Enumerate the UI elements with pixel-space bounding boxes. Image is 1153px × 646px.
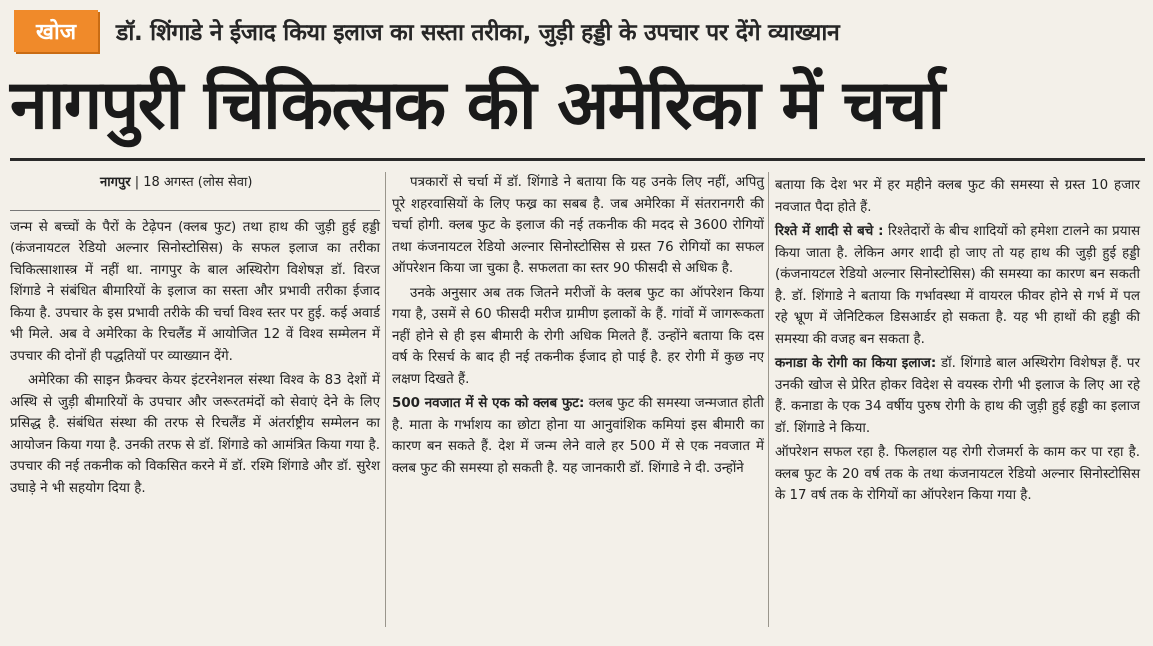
- kicker-headline: डॉ. शिंगाडे ने ईजाद किया इलाज का सस्ता तरीका, जुड़ी हड्डी के उपचार पर देंगे व्याख्यान: [116, 20, 840, 46]
- column-divider: [768, 172, 769, 627]
- subheading: कनाडा के रोगी का किया इलाज:: [775, 356, 937, 371]
- dateline: [10, 172, 380, 194]
- section-tag: खोज: [14, 10, 98, 52]
- subheading: रिश्ते में शादी से बचे :: [775, 224, 884, 239]
- paragraph: ऑपरेशन सफल रहा है. फिलहाल यह रोगी रोजमर्रा के काम कर पा रहा है. क्लब फुट के 20 वर्ष तक के तथा कंजनायटल रेडियो अल्नार सिनोस्टोसिस के 17 वर्ष तक के रोगियों का ऑपरेशन किया गया है.: [775, 445, 1140, 503]
- paragraph-text: रिश्तेदारों के बीच शादियों को हमेशा टालने का प्रयास किया जाता है. लेकिन अगर शादी हो जाए तो यह हाथ की जुड़ी हुई हड्डी (कंजनायटल रेडियो अल्नार सिनोस्टोसिस) की समस्या का कारण बन सकती है. डॉ. शिंगाडे ने बताया कि गर्भावस्था में वायरल फीवर होने से गर्भ में पल रहे भ्रूण में जेनिटिकल डिसआर्डर हो सकता है. यह भी हाथों की हड्डी की समस्या की वजह बन सकता है.: [775, 224, 1141, 347]
- paragraph: जन्म से बच्चों के पैरों के टेढ़ेपन (क्लब फुट) तथा हाथ की जुड़ी हुई हड्डी (कंजनायटल रेडियो अल्नार सिनोस्टोसिस) के सफल इलाज का तरीका चिकित्साशास्त्र में नहीं था. नागपुर के बाल अस्थिरोग विशेषज्ञ डॉ. विरज शिंगाडे ने संबंधित बीमारियों के इलाज का सस्ता और प्रभावी तरीका ईजाद किया है. उपचार के इस प्रभावी तरीके की चर्चा विश्व स्तर पर हुई. कई अवार्ड भी मिले. अब वे अमेरिका के रिचलैंड में आयोजित 12 वें विश्व सम्मेलन में उपचार की दोनों ही पद्धतियों पर व्याख्यान देंगे.: [10, 210, 380, 368]
- paragraph: अमेरिका की साइन फ्रैक्चर केयर इंटरनेशनल संस्था विश्व के 83 देशों में अस्थि से जुड़ी बीमारियों के उपचार और जरूरतमंदों को सेवाएं देने के लिए प्रसिद्ध है. संबंधित संस्था की तरफ से रिचलैंड में अंतर्राष्ट्रीय सम्मेलन का आयोजन किया गया है. उनकी तरफ से डॉ. शिंगाडे को आमंत्रित किया गया है. उपचार की नई तकनीक को विकसित करने में डॉ. रश्मि शिंगाडे और डॉ. सुरेश उघाड़े ने भी सहयोग दिया है.: [10, 373, 380, 496]
- paragraph: [775, 221, 1140, 350]
- dateline-place: नागपुर: [100, 175, 131, 190]
- paragraph-text: डॉ. शिंगाडे बाल अस्थिरोग विशेषज्ञ हैं. पर उनकी खोज से प्रेरित होकर विदेश से वयस्क रोगी भी इलाज के लिए आ रहे हैं. कनाडा के एक 34 वर्षीय पुरुष रोगी के हाथ की जुड़ी हुई हड्डी का इलाज डॉ. शिंगाडे ने किया.: [775, 356, 1141, 436]
- article-column-2: [392, 172, 764, 482]
- paragraph: [775, 353, 1140, 439]
- column-divider: [385, 172, 386, 627]
- paragraph: पत्रकारों से चर्चा में डॉ. शिंगाडे ने बताया कि यह उनके लिए नहीं, अपितु पूरे शहरवासियों के लिए फख्र का सबब है. जब अमेरिका में संतरानगरी की चर्चा होगी. क्लब फुट के इलाज की नई तकनीक की मदद से 3600 रोगियों तथा कंजनायटल रेडियो अल्नार सिनोस्टोसिस से ग्रस्त 76 रोगियों का सफल ऑपरेशन किया जा चुका है. सफलता का स्तर 90 फीसदी से अधिक है.: [392, 175, 764, 276]
- paragraph: उनके अनुसार अब तक जितने मरीजों के क्लब फुट का ऑपरेशन किया गया है, उसमें से 60 फीसदी मरीज ग्रामीण इलाकों के हैं. गांवों में जागरूकता नहीं होने से ही इस बीमारी के रोगी अधिक मिलते हैं. उन्होंने बताया कि दस वर्ष के रिसर्च के बाद ही नई तकनीक ईजाद हो पाई है. हर रोगी में कुछ नए लक्षण दिखते हैं.: [392, 285, 764, 387]
- dateline-rest: | 18 अगस्त (लोस सेवा): [130, 175, 253, 190]
- article-column-1: [10, 172, 380, 502]
- paragraph: [392, 393, 764, 479]
- subheading: 500 नवजात में से एक को क्लब फुट:: [392, 396, 585, 411]
- main-headline: नागपुरी चिकित्सक की अमेरिका में चर्चा: [10, 58, 1145, 161]
- kicker-row: [14, 8, 1144, 54]
- paragraph-text: क्लब फुट की समस्या जन्मजात होती है. माता के गर्भाशय का छोटा होना या आनुवांशिक कमियां इस बीमारी का कारण बन सकते हैं. देश में जन्म लेने वाले हर 500 में से एक नवजात में क्लब फुट की समस्या हो सकती है. यह जानकारी डॉ. शिंगाडे ने दी. उन्होंने: [392, 396, 764, 476]
- article-column-3: [775, 175, 1140, 510]
- paragraph: बताया कि देश भर में हर महीने क्लब फुट की समस्या से ग्रस्त 10 हजार नवजात पैदा होते हैं.: [775, 178, 1140, 215]
